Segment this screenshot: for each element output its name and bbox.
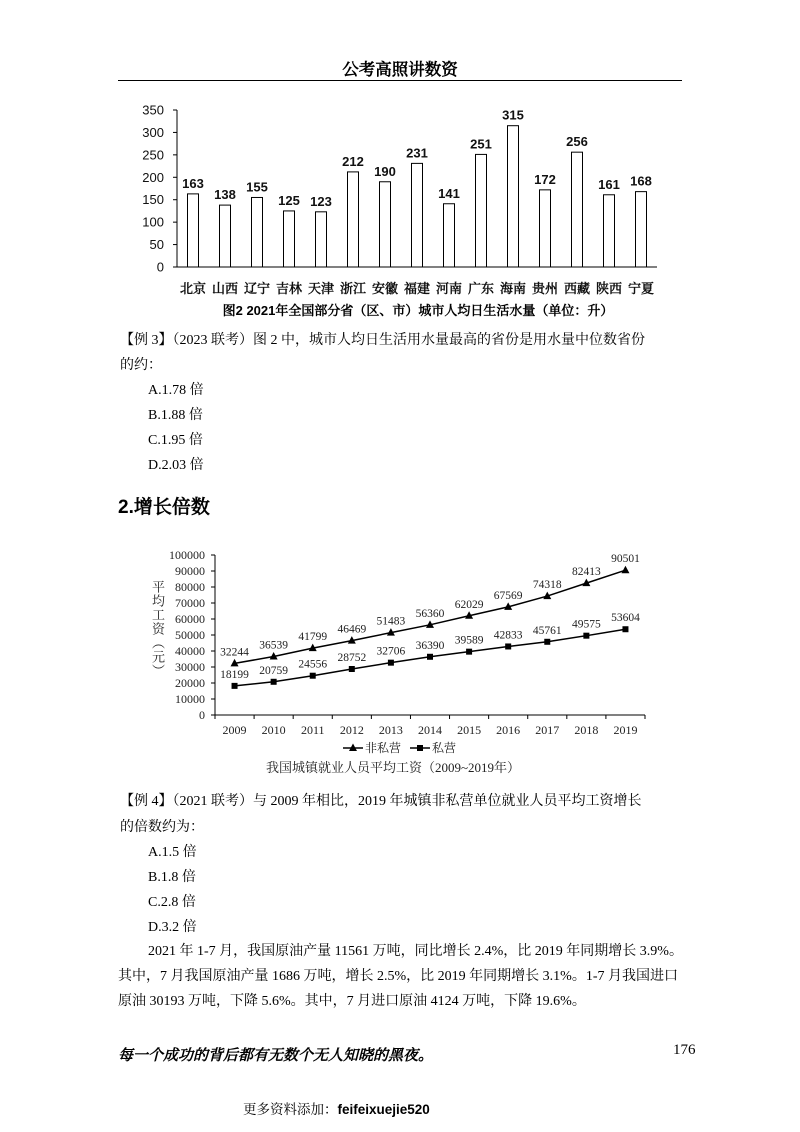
series-1-data-label: 18199 [220, 668, 249, 681]
y-tick-label: 70000 [175, 596, 205, 610]
category-label: 天津 [307, 281, 335, 296]
example-4-option-d: D.3.2 倍 [148, 920, 197, 935]
category-label: 浙江 [339, 281, 367, 296]
series-0-data-label: 36539 [259, 639, 289, 652]
category-label: 山西 [211, 281, 239, 296]
bar [636, 192, 647, 267]
x-tick-label: 2015 [457, 723, 482, 737]
y-tick-label: 10000 [175, 692, 205, 706]
example-3-question-line: 【例 3】（2023 联考）图 2 中，城市人均日生活用水量最高的省份是用水量中位数省份 [120, 333, 645, 348]
bar [540, 190, 551, 267]
footer-contact [243, 1101, 430, 1119]
y-tick-label: 250 [142, 147, 164, 163]
series-1-data-label: 42833 [493, 629, 523, 642]
example-4-option-b: B.1.8 倍 [148, 870, 196, 885]
bar [252, 197, 263, 267]
x-tick-label: 2019 [613, 723, 638, 737]
category-label: 北京 [179, 281, 207, 296]
series-1-data-label: 53604 [611, 612, 640, 625]
series-0-data-label: 46469 [337, 623, 367, 636]
y-tick-label: 100000 [169, 548, 205, 562]
example-3-option-d: D.2.03 倍 [148, 458, 204, 473]
y-tick-label: 80000 [175, 580, 205, 594]
bar-value-label: 251 [470, 136, 492, 152]
x-tick-label: 2016 [496, 723, 521, 737]
y-tick-label: 40000 [175, 644, 205, 658]
header-divider [118, 80, 682, 81]
x-tick-label: 2014 [418, 723, 442, 737]
line-chart-caption: 我国城镇就业人员平均工资（2009~2019年） [265, 760, 521, 775]
bar [380, 182, 391, 267]
x-tick-label: 2013 [378, 723, 403, 737]
bar [444, 204, 455, 267]
bar-value-label: 125 [278, 192, 300, 208]
x-tick-label: 2009 [222, 723, 247, 737]
bar [508, 126, 519, 267]
bar [604, 195, 615, 267]
y-tick-label: 0 [156, 259, 164, 275]
series-1-point [310, 673, 316, 679]
bar-value-label: 256 [566, 134, 588, 150]
bar-value-label: 168 [630, 173, 652, 189]
series-1-data-label: 32706 [376, 645, 406, 658]
bar [188, 194, 199, 267]
bar-value-label: 172 [534, 171, 556, 187]
legend-label: 私营 [432, 741, 457, 755]
bar [412, 163, 423, 267]
contact-label: 更多资料添加： [243, 1102, 338, 1117]
paragraph-line: 原油 30193 万吨，下降 5.6%。其中，7 月进口原油 4124 万吨，下降 19.6%。 [118, 994, 586, 1009]
page-header-title: 公考高照讲数资 [342, 61, 458, 79]
paragraph-line: 其中，7 月我国原油产量 1686 万吨，增长 2.5%，比 2019 年同期增长 3.1%。1-7 月我国进口 [118, 969, 678, 984]
bar-value-label: 138 [214, 187, 236, 203]
y-tick-label: 60000 [175, 612, 205, 626]
series-0-data-label: 51483 [376, 615, 406, 628]
bar [476, 154, 487, 267]
bar-value-label: 163 [182, 175, 204, 191]
series-1-point [271, 679, 277, 685]
series-0-data-label: 82413 [571, 566, 601, 579]
series-1-point [349, 666, 355, 672]
bar-value-label: 190 [374, 163, 396, 179]
y-tick-label: 200 [142, 169, 164, 185]
series-1-point [466, 649, 472, 655]
example-4-question-line: 的倍数约为： [120, 820, 204, 835]
footer-motto: 每一个成功的背后都有无数个无人知晓的黑夜。 [118, 1048, 434, 1064]
series-1-point [427, 654, 433, 660]
bar [284, 211, 295, 267]
series-1-point [232, 683, 238, 689]
series-0-data-label: 56360 [415, 607, 445, 620]
category-label: 吉林 [275, 281, 303, 296]
category-label: 宁夏 [627, 281, 655, 296]
series-0-data-label: 67569 [493, 589, 523, 602]
category-label: 福建 [403, 281, 431, 296]
series-0-data-label: 90501 [611, 553, 640, 566]
bar-value-label: 315 [502, 107, 524, 123]
x-tick-label: 2010 [261, 723, 286, 737]
example-3-question-line: 的约： [120, 358, 162, 373]
series-1-data-label: 36390 [415, 639, 445, 652]
y-tick-label: 350 [142, 102, 164, 118]
x-tick-label: 2018 [574, 723, 599, 737]
series-1-data-label: 49575 [571, 618, 601, 631]
series-0-data-label: 62029 [454, 598, 484, 611]
x-tick-label: 2012 [339, 723, 364, 737]
x-tick-label: 2011 [300, 723, 325, 737]
category-label: 西藏 [563, 281, 591, 296]
y-tick-label: 0 [199, 708, 205, 722]
y-tick-label: 150 [142, 192, 164, 208]
series-0-point [621, 566, 629, 574]
series-1-data-label: 28752 [337, 651, 367, 664]
paragraph-line: 2021 年 1-7 月，我国原油产量 11561 万吨，同比增长 2.4%，比 2019 年同期增长 3.9%。 [148, 944, 683, 959]
bar-value-label: 212 [342, 153, 364, 169]
y-tick-label: 90000 [175, 564, 205, 578]
series-0-data-label: 41799 [298, 631, 328, 644]
category-label: 安徽 [371, 281, 399, 296]
y-tick-label: 50 [149, 237, 164, 253]
bar [316, 212, 327, 267]
bar-value-label: 141 [438, 185, 460, 201]
bar [348, 172, 359, 267]
example-3-option-b: B.1.88 倍 [148, 408, 203, 423]
series-1-point [544, 639, 550, 645]
series-1-data-label: 39589 [454, 634, 484, 647]
page-number: 176 [673, 1042, 696, 1058]
series-1-data-label: 45761 [532, 624, 562, 637]
y-tick-label: 20000 [175, 676, 205, 690]
category-label: 陕西 [595, 281, 623, 296]
series-1-point [388, 660, 394, 666]
category-label: 广东 [467, 281, 495, 296]
y-tick-label: 30000 [175, 660, 205, 674]
bar-value-label: 231 [406, 145, 428, 161]
y-tick-label: 50000 [175, 628, 205, 642]
legend-marker [417, 745, 423, 751]
wage-line-chart [0, 545, 800, 757]
series-1-point [622, 626, 628, 632]
example-4-option-a: A.1.5 倍 [148, 845, 197, 860]
example-3-option-a: A.1.78 倍 [148, 383, 204, 398]
contact-id: feifeixuejie520 [337, 1102, 430, 1117]
line-chart-y-axis-title: 平均工资（元） [150, 580, 165, 678]
series-0-data-label: 74318 [532, 579, 562, 592]
bar-value-label: 123 [310, 193, 332, 209]
example-4-option-c: C.2.8 倍 [148, 895, 196, 910]
bar-value-label: 161 [598, 176, 620, 192]
water-use-bar-chart [0, 95, 800, 303]
category-label: 河南 [435, 281, 463, 296]
category-label: 辽宁 [243, 281, 271, 296]
example-3-option-c: C.1.95 倍 [148, 433, 203, 448]
category-label: 海南 [499, 281, 527, 296]
series-1-point [505, 643, 511, 649]
example-4-question-line: 【例 4】（2021 联考）与 2009 年相比，2019 年城镇非私营单位就业人员平均工资增长 [120, 794, 642, 809]
legend-label: 非私营 [365, 741, 402, 755]
y-tick-label: 300 [142, 124, 164, 140]
category-label: 贵州 [531, 281, 559, 296]
series-0-data-label: 32244 [220, 646, 249, 659]
series-1-point [583, 633, 589, 639]
x-tick-label: 2017 [535, 723, 560, 737]
section-heading: 2.增长倍数 [118, 497, 210, 518]
series-1-data-label: 20759 [259, 664, 289, 677]
bar-value-label: 155 [246, 179, 268, 195]
y-tick-label: 100 [142, 214, 164, 230]
series-1-data-label: 24556 [298, 658, 328, 671]
bar-chart-caption: 图2 2021年全国部分省（区、市）城市人均日生活水量（单位：升） [222, 303, 614, 318]
bar [572, 152, 583, 267]
bar [220, 205, 231, 267]
